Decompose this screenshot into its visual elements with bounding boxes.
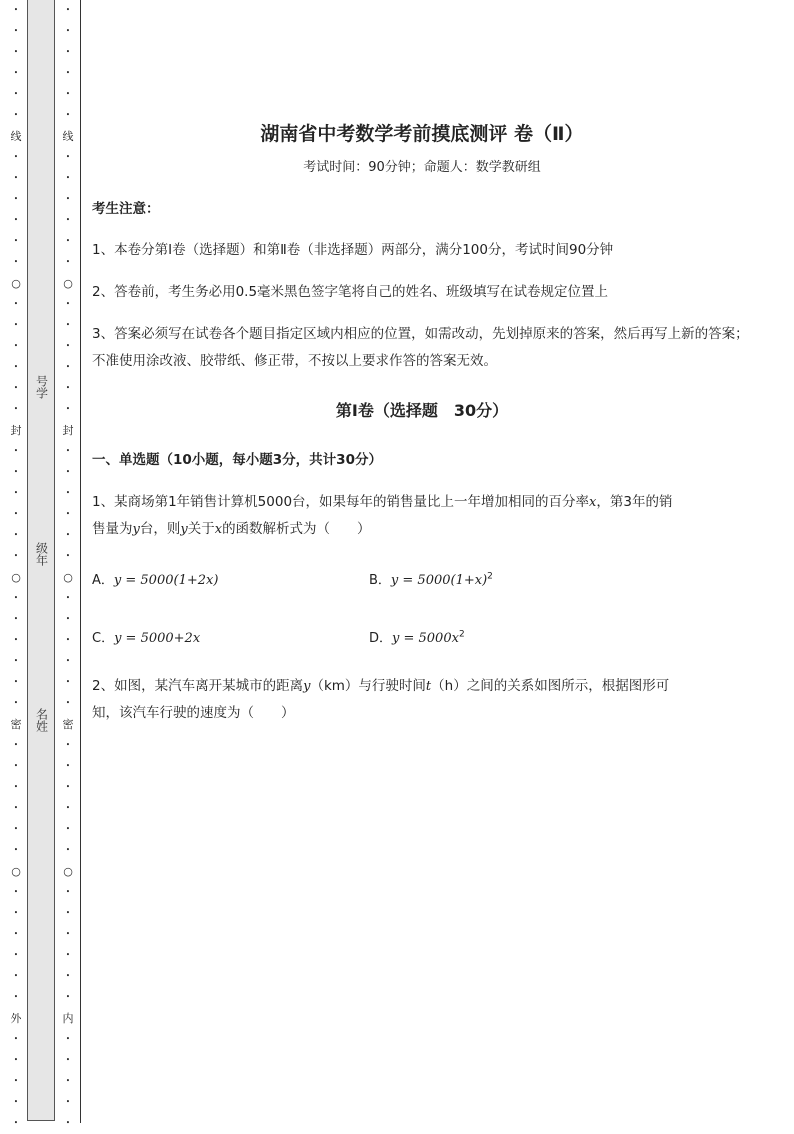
outer-line-dot: • — [13, 27, 19, 35]
inner-line-dot: • — [65, 783, 71, 791]
inner-line-dot: • — [65, 216, 71, 224]
inner-line-dot: • — [65, 657, 71, 665]
outer-line-dot: • — [13, 783, 19, 791]
q1-text-2d: 的函数解析式为（ ） — [222, 521, 371, 537]
inner-line-dot: • — [65, 930, 71, 938]
grade-text: 级年 — [34, 542, 49, 566]
inner-line-dot: • — [65, 762, 71, 770]
outer-line-dot: • — [13, 909, 19, 917]
inner-line-dot: • — [65, 741, 71, 749]
option-b-formula: y = 5000(1+x) — [390, 573, 488, 588]
outer-line-dot: • — [13, 405, 19, 413]
inner-line-dot: • — [65, 615, 71, 623]
outer-line-dot: • — [13, 1035, 19, 1043]
inner-line-dot: • — [65, 48, 71, 56]
inner-line-dot: • — [65, 27, 71, 35]
outer-line-dot: • — [13, 741, 19, 749]
outer-line-dot: • — [13, 342, 19, 350]
outer-line-dot: • — [13, 363, 19, 371]
outer-line-dot: • — [13, 846, 19, 854]
outer-line-dot: • — [13, 300, 19, 308]
outer-line-dot: • — [13, 321, 19, 329]
outer-line-marker: 封 — [10, 424, 22, 437]
outer-line-dot: • — [13, 1119, 19, 1127]
q2-var-y: y — [303, 679, 311, 694]
q1-text-2b: 台，则 — [139, 521, 181, 537]
inner-line-dot: • — [65, 489, 71, 497]
outer-line-dot: • — [13, 972, 19, 980]
outer-line-dot: • — [13, 174, 19, 182]
q1-text-1b: ，第3年的销 — [596, 494, 673, 510]
inner-line-marker: 线 — [62, 130, 74, 143]
inner-line-dot: • — [65, 531, 71, 539]
option-a-label: A． — [92, 573, 114, 588]
q1-var-x: x — [589, 495, 597, 510]
outer-line-dot: • — [13, 930, 19, 938]
q1-text-2c: 关于 — [187, 521, 215, 537]
inner-line-marker: 内 — [62, 1012, 74, 1025]
outer-line-dot: • — [13, 216, 19, 224]
section-heading: 一、单选题（10小题，每小题3分，共计30分） — [92, 452, 382, 468]
outer-line-dot: • — [13, 195, 19, 203]
inner-line-marker: ○ — [63, 277, 73, 290]
q2-var-t: t — [425, 679, 432, 694]
outer-line-dot: • — [13, 1077, 19, 1085]
q1-option-d[interactable] — [369, 627, 465, 646]
outer-line-dot: • — [13, 468, 19, 476]
q1-var-y: y — [132, 522, 140, 537]
outer-line-dot: • — [13, 552, 19, 560]
option-c-formula: y = 5000+2x — [114, 631, 201, 646]
q1-text-2a: 售量为 — [92, 521, 133, 537]
q1-var-y-2: y — [180, 522, 188, 537]
option-d-label: D． — [369, 631, 393, 646]
outer-line-marker: ○ — [11, 571, 21, 584]
inner-line-dot: • — [65, 909, 71, 917]
inner-line-dot: • — [65, 300, 71, 308]
inner-line-dot: • — [65, 174, 71, 182]
outer-line-dot: • — [13, 1098, 19, 1106]
notice-item-2: 2、答卷前，考生务必用0.5毫米黑色签字笔将自己的姓名、班级填写在试卷规定位置上 — [92, 284, 609, 300]
inner-line-dot: • — [65, 69, 71, 77]
q1-text-1a: 1、某商场第1年销售计算机5000台，如果每年的销售量比上一年增加相同的百分率 — [92, 494, 590, 510]
inner-line-dot: • — [65, 594, 71, 602]
q2-text-1b: （km）与行驶时间 — [310, 678, 426, 694]
inner-line-dot: • — [65, 1119, 71, 1127]
outer-line-dot: • — [13, 69, 19, 77]
inner-dotted-line — [61, 0, 75, 1127]
outer-line-dot: • — [13, 594, 19, 602]
exam-subtitle: 考试时间：90分钟；命题人：数学教研组 — [303, 160, 541, 175]
outer-line-dot: • — [13, 447, 19, 455]
grade-label — [28, 542, 54, 566]
inner-line-dot: • — [65, 153, 71, 161]
inner-line-marker: 密 — [62, 718, 74, 731]
outer-line-dot: • — [13, 993, 19, 1001]
inner-line-dot: • — [65, 825, 71, 833]
outer-line-dot: • — [13, 699, 19, 707]
inner-line-dot: • — [65, 888, 71, 896]
outer-line-dot: • — [13, 762, 19, 770]
notice-item-3: 3、答案必须写在试卷各个题目指定区域内相应的位置，如需改动，先划掉原来的答案，然后再写上新的答案；不准使用涂改液、胶带纸、修正带，不按以上要求作答的答案无效。 — [92, 326, 749, 369]
option-d-exponent: 2 — [458, 629, 465, 640]
inner-line-dot: • — [65, 804, 71, 812]
exam-title: 湖南省中考数学考前摸底测评 卷（Ⅱ） — [260, 123, 584, 145]
notice-item-1: 1、本卷分第Ⅰ卷（选择题）和第Ⅱ卷（非选择题）两部分，满分100分，考试时间90分钟 — [92, 242, 614, 258]
inner-line-dot: • — [65, 90, 71, 98]
inner-line-dot: • — [65, 1098, 71, 1106]
inner-line-dot: • — [65, 678, 71, 686]
inner-line-dot: • — [65, 468, 71, 476]
inner-line-dot: • — [65, 111, 71, 119]
q1-option-b[interactable] — [369, 569, 493, 588]
outer-line-dot: • — [13, 615, 19, 623]
part1-title: 第Ⅰ卷（选择题 30分） — [335, 401, 509, 420]
option-b-exponent: 2 — [487, 571, 493, 582]
outer-line-dot: • — [13, 258, 19, 266]
inner-line-dot: • — [65, 1056, 71, 1064]
option-a-formula: y = 5000(1+2x) — [113, 573, 219, 588]
outer-line-dot: • — [13, 678, 19, 686]
name-text: 名姓 — [34, 708, 49, 732]
outer-line-marker: ○ — [11, 865, 21, 878]
outer-line-dot: • — [13, 531, 19, 539]
inner-line-dot: • — [65, 951, 71, 959]
option-b-label: B． — [369, 573, 391, 588]
option-d-formula: y = 5000x — [392, 631, 459, 646]
outer-line-dot: • — [13, 489, 19, 497]
question-2 — [92, 673, 752, 727]
outer-line-dot: • — [13, 888, 19, 896]
inner-line-dot: • — [65, 195, 71, 203]
outer-line-dot: • — [13, 237, 19, 245]
inner-line-dot: • — [65, 993, 71, 1001]
outer-line-dot: • — [13, 1056, 19, 1064]
inner-line-dot: • — [65, 1077, 71, 1085]
q2-text-1c: （h）之间的关系如图所示，根据图形可 — [431, 678, 670, 694]
inner-line-dot: • — [65, 1035, 71, 1043]
q1-option-c[interactable] — [92, 627, 200, 646]
inner-line-marker: ○ — [63, 571, 73, 584]
outer-line-dot: • — [13, 510, 19, 518]
question-1 — [92, 489, 752, 543]
outer-line-dot: • — [13, 111, 19, 119]
outer-line-dot: • — [13, 48, 19, 56]
outer-line-dot: • — [13, 636, 19, 644]
q1-option-a[interactable] — [92, 569, 218, 588]
inner-line-dot: • — [65, 6, 71, 14]
inner-line-dot: • — [65, 405, 71, 413]
q1-var-x-2: x — [214, 522, 223, 537]
binding-margin — [0, 0, 82, 1127]
outer-dotted-line — [9, 0, 23, 1127]
margin-border-line — [80, 0, 81, 1123]
inner-line-dot: • — [65, 363, 71, 371]
outer-line-marker: 外 — [10, 1012, 22, 1025]
inner-line-dot: • — [65, 846, 71, 854]
student-info-strip — [27, 0, 55, 1121]
inner-line-dot: • — [65, 321, 71, 329]
inner-line-dot: • — [65, 972, 71, 980]
outer-line-dot: • — [13, 90, 19, 98]
q2-text-2: 知，该汽车行驶的速度为（ ） — [92, 705, 295, 721]
inner-line-dot: • — [65, 447, 71, 455]
outer-line-marker: 线 — [10, 130, 22, 143]
outer-line-dot: • — [13, 657, 19, 665]
q2-text-1a: 2、如图，某汽车离开某城市的距离 — [92, 678, 304, 694]
inner-line-dot: • — [65, 258, 71, 266]
student-id-text: 号学 — [34, 375, 49, 399]
outer-line-marker: 密 — [10, 718, 22, 731]
outer-line-dot: • — [13, 951, 19, 959]
inner-line-dot: • — [65, 552, 71, 560]
inner-line-dot: • — [65, 237, 71, 245]
outer-line-marker: ○ — [11, 277, 21, 290]
outer-line-dot: • — [13, 804, 19, 812]
inner-line-marker: ○ — [63, 865, 73, 878]
inner-line-marker: 封 — [62, 424, 74, 437]
notice-heading: 考生注意： — [92, 201, 160, 217]
name-label — [28, 708, 54, 732]
outer-line-dot: • — [13, 825, 19, 833]
outer-line-dot: • — [13, 6, 19, 14]
student-id-label — [28, 375, 54, 399]
outer-line-dot: • — [13, 153, 19, 161]
inner-line-dot: • — [65, 636, 71, 644]
inner-line-dot: • — [65, 384, 71, 392]
outer-line-dot: • — [13, 384, 19, 392]
inner-line-dot: • — [65, 510, 71, 518]
inner-line-dot: • — [65, 342, 71, 350]
inner-line-dot: • — [65, 699, 71, 707]
option-c-label: C． — [92, 631, 115, 646]
